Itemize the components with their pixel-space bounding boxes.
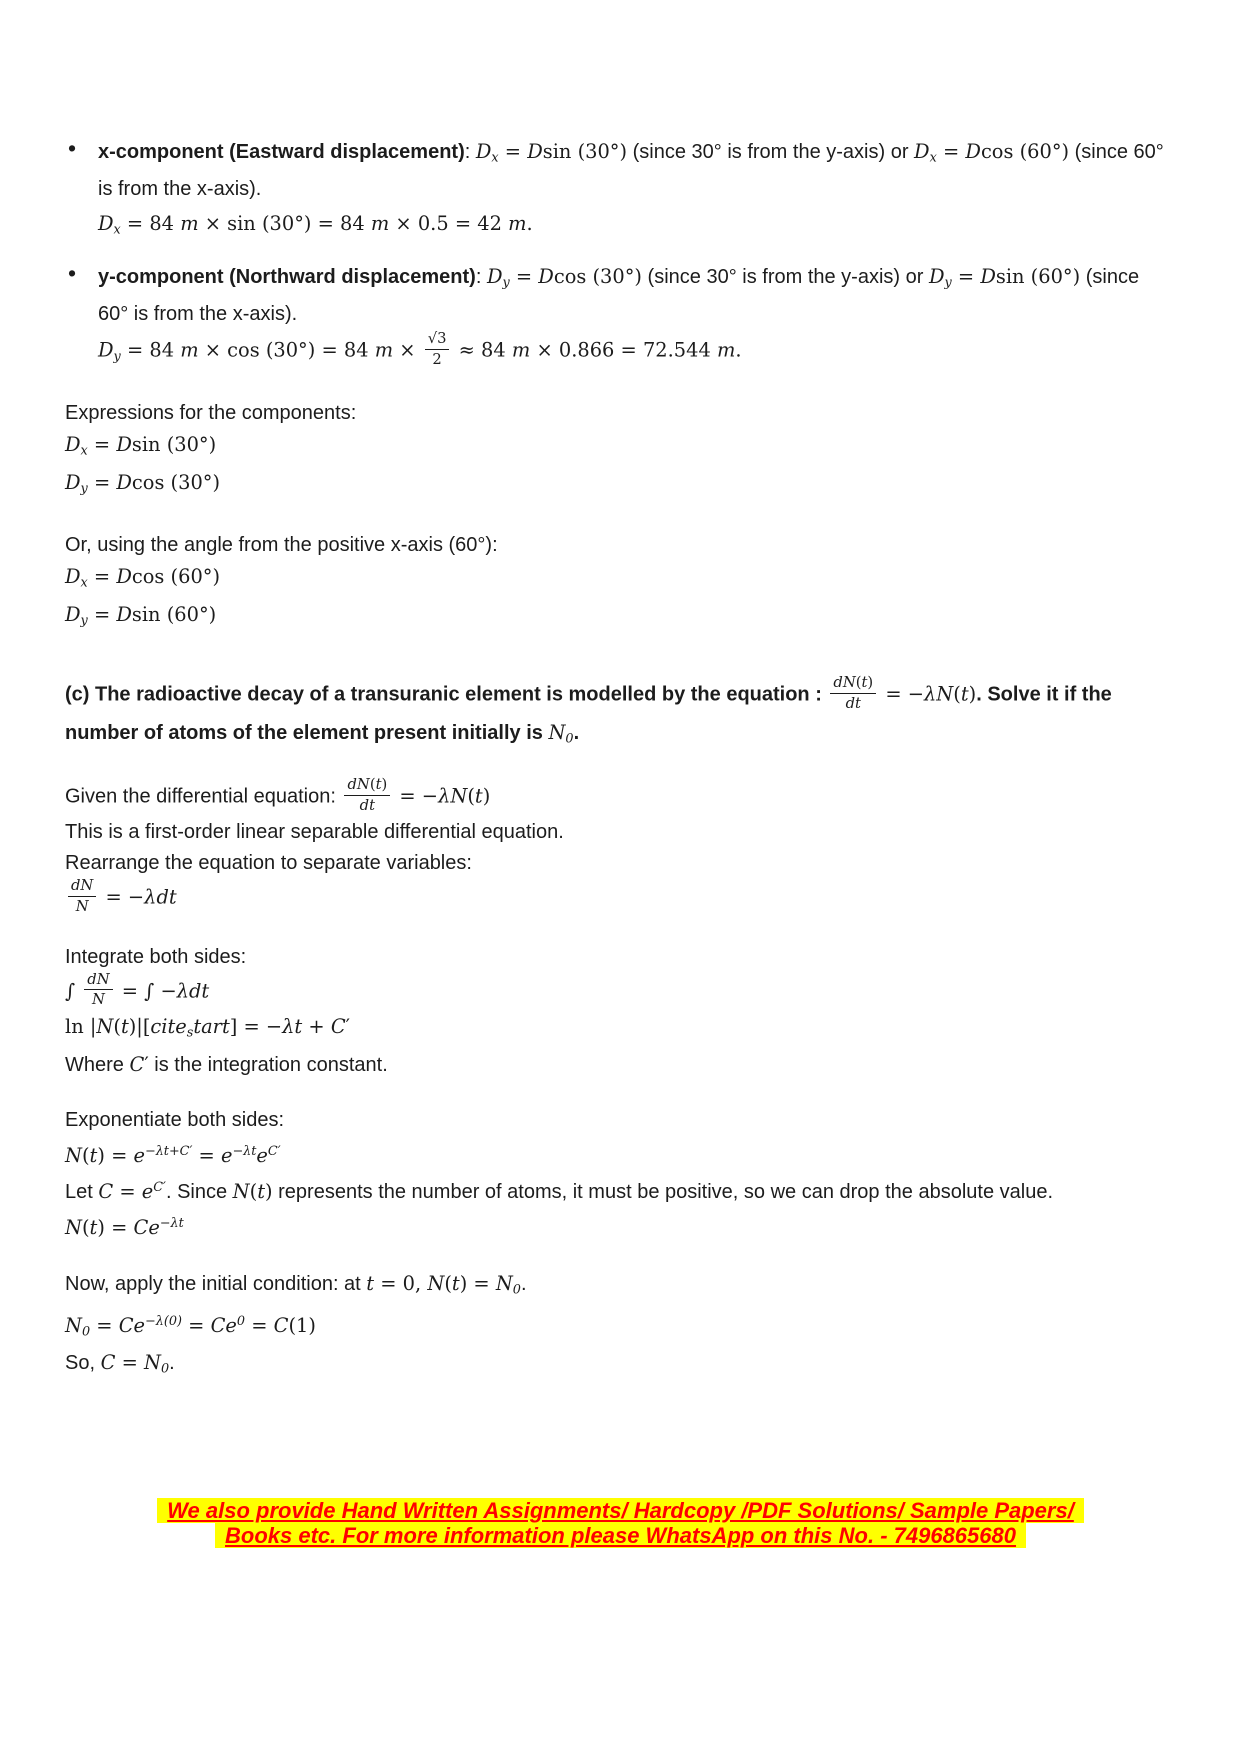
footer-banner xyxy=(0,1498,1241,1548)
separated-equation: $\frac{dN}{N}$ = −λdt xyxy=(65,879,1171,918)
footer-banner-row-1 xyxy=(0,1498,1241,1523)
x-component-text: x-component (Eastward displacement): Dx = Dsin (30°) (since 30° is from the y-axis) or Dx = Dcos (60°) (since 60° is from the x-axis). xyxy=(98,140,1164,200)
n0-equation: $N0 = Ce^{-\lambda(0)} = Ce^0 = C(1)$ xyxy=(65,1313,316,1340)
ln-equation: ln |N(t)|[citestart] = −λt + C′ xyxy=(65,1015,351,1041)
footer-banner-line-1: We also provide Hand Written Assignments/ Hardcopy /PDF Solutions/ Sample Papers/ xyxy=(157,1498,1084,1523)
expressions-intro: Expressions for the components: xyxy=(65,402,357,425)
part-c-heading: (c) The radioactive decay of a transuranic element is modelled by the equation : $\frac{dN(t)}{dt}$ = −λN(t). Solve it if the number of atoms of the element present initially is N0. xyxy=(65,674,1112,747)
initial-condition-note: Now, apply the initial condition: at t = 0, N(t) = N0. xyxy=(65,1272,527,1298)
y-component-text: y-component (Northward displacement): Dy = Dcos (30°) (since 30° is from the y-axis) or Dy = Dsin (60°) (since 60° is from the x-axis). xyxy=(98,265,1140,325)
integration-constant-note: Where C′ is the integration constant. xyxy=(65,1053,388,1076)
bullet-icon xyxy=(65,136,98,247)
integration-block xyxy=(65,942,1171,1081)
exponential-equation: $N(t) = e^{-\lambda t+C'} = e^{-\lambda t}e^{C'}$ xyxy=(65,1144,281,1168)
expressions-dx-equation: Dx = Dsin (30°) xyxy=(65,433,217,459)
exponentiate-label: Exponentiate both sides: xyxy=(65,1109,285,1131)
first-order-note: This is a first-order linear separable differential equation. xyxy=(65,820,564,843)
bullet-icon xyxy=(65,261,98,374)
alt-angle-block xyxy=(65,530,1171,636)
let-c-note: Let $C = e^{C'}$. Since N(t) represents the number of atoms, it must be positive, so we can drop the absolute value. xyxy=(65,1180,1054,1204)
general-solution-equation: $N(t) = Ce^{-\lambda t}$ xyxy=(65,1216,184,1240)
solution-setup-block xyxy=(65,775,1171,918)
alt-angle-dy-equation: Dy = Dsin (60°) xyxy=(65,602,217,629)
footer-banner-row-2 xyxy=(0,1523,1241,1548)
exponentiate-block xyxy=(65,1105,1171,1244)
integrate-label: Integrate both sides: xyxy=(65,945,247,968)
integral-equation: ∫ $\frac{dN}{N}$ = ∫ −λdt xyxy=(65,970,210,1009)
alt-angle-dx-equation: Dx = Dcos (60°) xyxy=(65,565,221,591)
alt-angle-intro: Or, using the angle from the positive x-axis (60°): xyxy=(65,534,498,557)
rearrange-note: Rearrange the equation to separate variables: xyxy=(65,851,472,874)
y-component-body xyxy=(98,261,1171,374)
x-component-body xyxy=(98,136,1171,247)
footer-banner-line-2: Books etc. For more information please WhatsApp on this No. - 7496865680 xyxy=(215,1523,1026,1548)
initial-condition-block xyxy=(65,1268,1171,1385)
expressions-dy-equation: Dy = Dcos (30°) xyxy=(65,470,221,497)
conclusion-equation: So, C = N0. xyxy=(65,1351,175,1377)
x-component-calculation: Dx = 84 m × sin (30°) = 84 m × 0.5 = 42 m. xyxy=(98,211,533,238)
expressions-block xyxy=(65,398,1171,504)
x-component-bullet xyxy=(65,136,1171,247)
y-component-calculation: Dy = 84 m × cos (30°) = 84 m × $\frac{√3}{2}$ ≈ 84 m × 0.866 = 72.544 m. xyxy=(98,329,742,368)
y-component-bullet xyxy=(65,261,1171,374)
given-equation: Given the differential equation: $\frac{dN(t)}{dt}$ = −λN(t) xyxy=(65,775,491,814)
